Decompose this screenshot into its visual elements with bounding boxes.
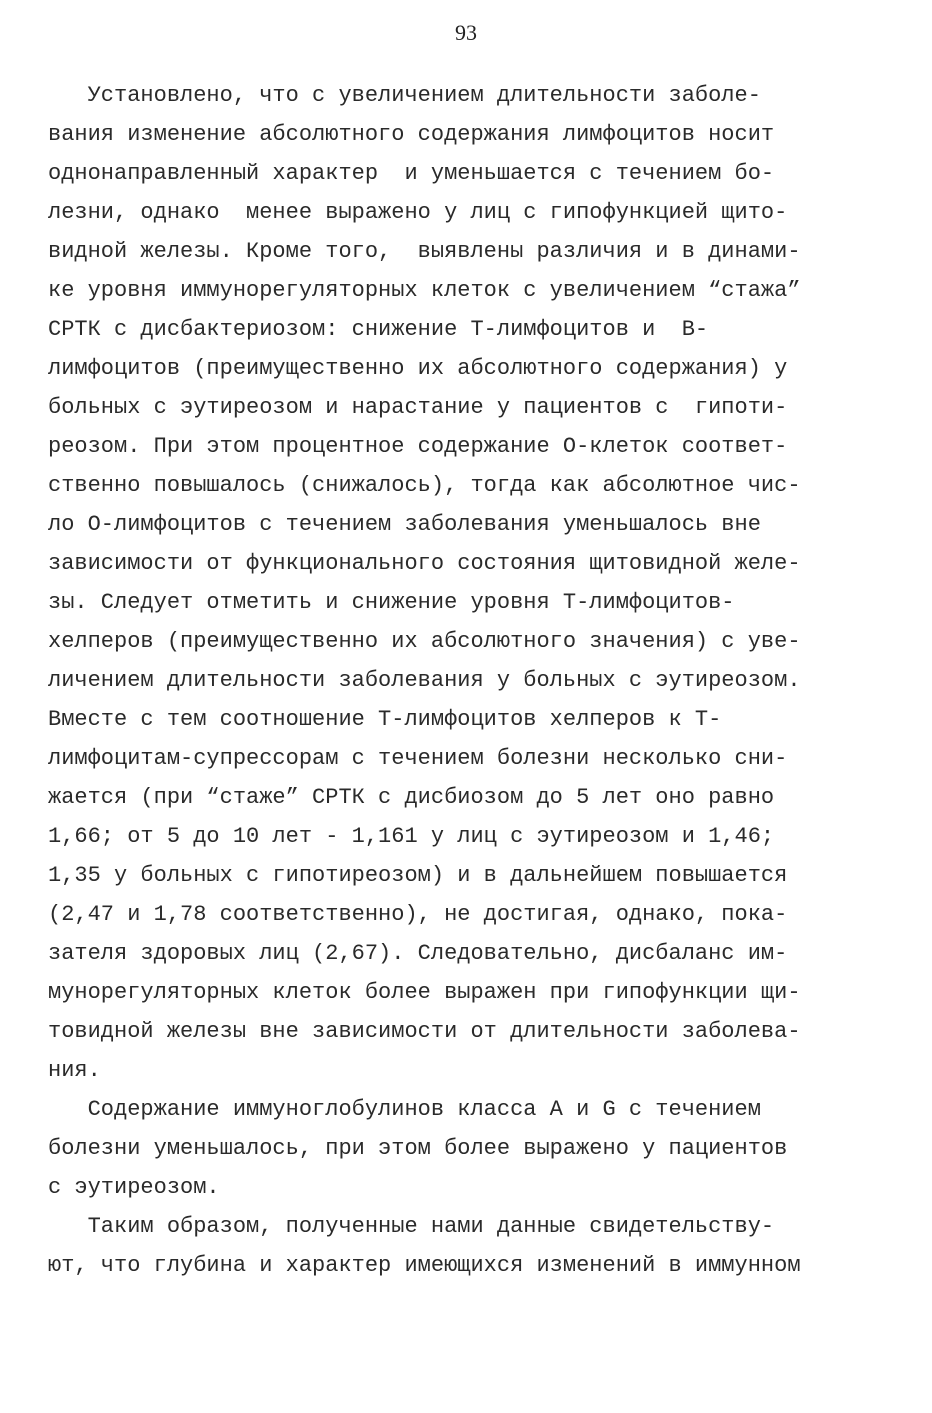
text-line: видной железы. Кроме того, выявлены различия и в динами- — [48, 239, 801, 264]
text-line: товидной железы вне зависимости от длительности заболева- — [48, 1019, 801, 1044]
text-line: болезни уменьшалось, при этом более выражено у пациентов — [48, 1136, 788, 1161]
text-line: лимфоцитов (преимущественно их абсолютного содержания) у — [48, 356, 788, 381]
text-line: ния. — [48, 1058, 101, 1083]
page-number: 93 — [455, 20, 477, 45]
text-line: ло О-лимфоцитов с течением заболевания уменьшалось вне — [48, 512, 761, 537]
text-line: ственно повышалось (снижалось), тогда как абсолютное чис- — [48, 473, 801, 498]
body-text — [48, 76, 898, 1285]
text-line: Установлено, что с увеличением длительности заболе- — [48, 83, 761, 108]
text-line: однонаправленный характер и уменьшается с течением бо- — [48, 161, 775, 186]
text-line: 1,35 у больных с гипотиреозом) и в дальнейшем повышается — [48, 863, 788, 888]
text-line: СРТК с дисбактериозом: снижение Т-лимфоцитов и В- — [48, 317, 709, 342]
text-line: зы. Следует отметить и снижение уровня Т-лимфоцитов- — [48, 590, 735, 615]
text-line: зателя здоровых лиц (2,67). Следовательно, дисбаланс им- — [48, 941, 788, 966]
text-line: вания изменение абсолютного содержания лимфоцитов носит — [48, 122, 775, 147]
text-line: ке уровня иммунорегуляторных клеток с увеличением “стажа” — [48, 278, 801, 303]
text-line: мунорегуляторных клеток более выражен при гипофункции щи- — [48, 980, 801, 1005]
text-line: (2,47 и 1,78 соответственно), не достигая, однако, пока- — [48, 902, 788, 927]
text-line: ют, что глубина и характер имеющихся изменений в иммунном — [48, 1253, 801, 1278]
text-line: жается (при “стаже” СРТК с дисбиозом до 5 лет оно равно — [48, 785, 775, 810]
paragraph-2 — [48, 1090, 898, 1207]
text-line: зависимости от функционального состояния щитовидной желе- — [48, 551, 801, 576]
text-line: больных с эутиреозом и нарастание у пациентов с гипоти- — [48, 395, 788, 420]
paragraph-3 — [48, 1207, 898, 1285]
text-line: лезни, однако менее выражено у лиц с гипофункцией щито- — [48, 200, 788, 225]
text-line: 1,66; от 5 до 10 лет - 1,161 у лиц с эутиреозом и 1,46; — [48, 824, 775, 849]
text-line: с эутиреозом. — [48, 1175, 220, 1200]
paragraph-1 — [48, 76, 898, 1090]
text-line: Таким образом, полученные нами данные свидетельству- — [48, 1214, 775, 1239]
text-line: хелперов (преимущественно их абсолютного значения) с уве- — [48, 629, 801, 654]
text-line: лимфоцитам-супрессорам с течением болезни несколько сни- — [48, 746, 788, 771]
text-line: Вместе с тем соотношение Т-лимфоцитов хелперов к Т- — [48, 707, 722, 732]
text-line: Содержание иммуноглобулинов класса А и G с течением — [48, 1097, 761, 1122]
text-line: реозом. При этом процентное содержание О-клеток соответ- — [48, 434, 788, 459]
text-line: личением длительности заболевания у больных с эутиреозом. — [48, 668, 801, 693]
